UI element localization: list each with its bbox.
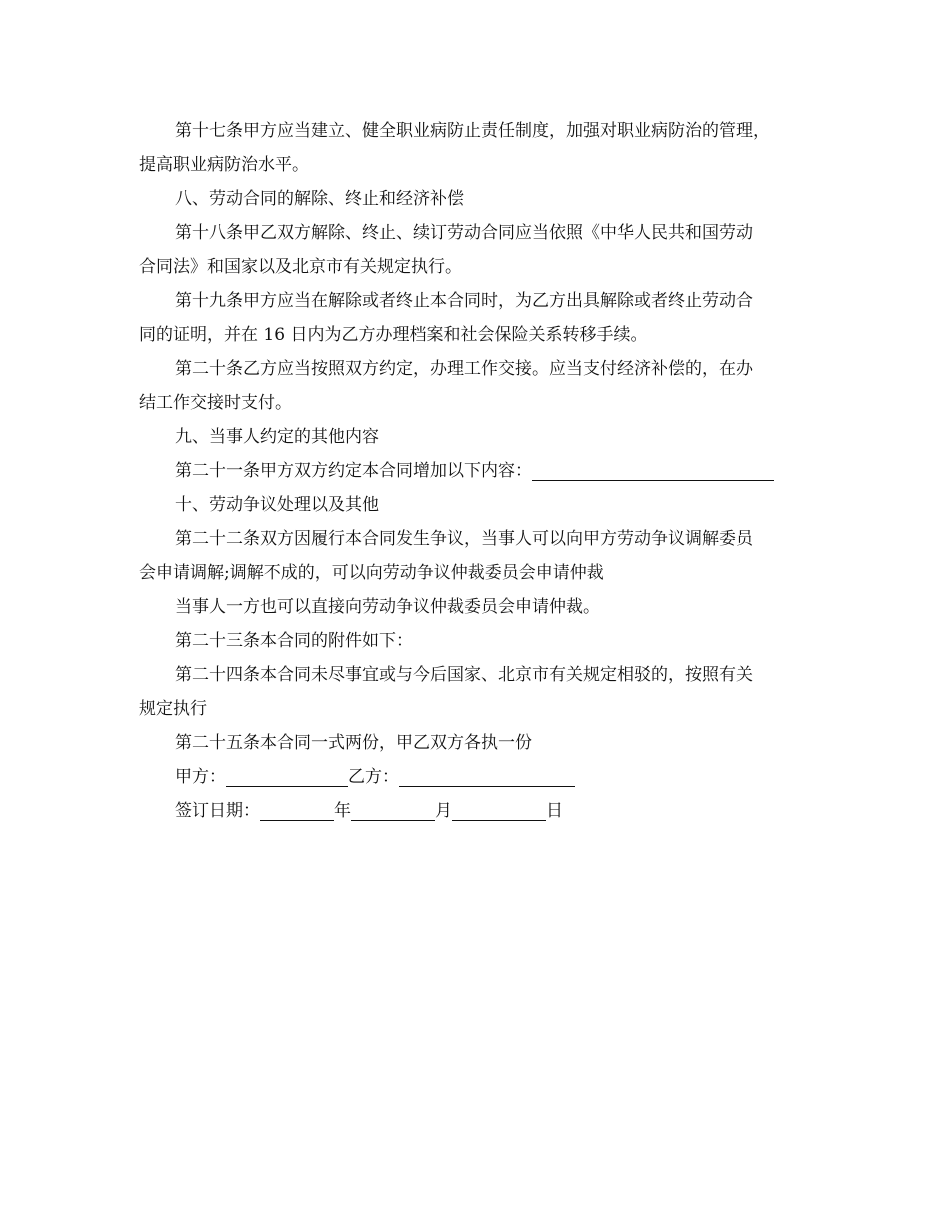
year-blank[interactable] [260, 800, 334, 821]
party-b-label: 乙方： [348, 767, 399, 787]
day-label: 日 [546, 801, 563, 821]
article-19-line-2: 同的证明，并在 16 日内为乙方办理档案和社会保险关系转移手续。 [139, 325, 648, 345]
day-blank[interactable] [452, 800, 546, 821]
party-a-label: 甲方： [175, 767, 226, 787]
article-17-line-1: 第十七条甲方应当建立、健全职业病防止责任制度，加强对职业病防治的管理， [175, 121, 770, 141]
section-10-heading: 十、劳动争议处理以及其他 [175, 495, 379, 515]
signature-parties-line [139, 760, 829, 794]
article-21-text: 第二十一条甲方双方约定本合同增加以下内容： [175, 461, 532, 481]
article-25-line: 第二十五条本合同一式两份，甲乙双方各执一份 [175, 733, 532, 753]
contract-page [139, 114, 829, 828]
party-a-blank[interactable] [226, 766, 348, 787]
article-24-line-1: 第二十四条本合同未尽事宜或与今后国家、北京市有关规定相驳的，按照有关 [175, 665, 753, 685]
article-19-line-1: 第十九条甲方应当在解除或者终止本合同时，为乙方出具解除或者终止劳动合 [175, 291, 753, 311]
article-17-line-2: 提高职业病防治水平。 [139, 155, 309, 175]
sign-date-line [139, 794, 829, 828]
sign-date-label: 签订日期： [175, 801, 260, 821]
article-20-line-1: 第二十条乙方应当按照双方约定，办理工作交接。应当支付经济补偿的，在办 [175, 359, 753, 379]
article-20-line-2: 结工作交接时支付。 [139, 393, 292, 413]
year-label: 年 [334, 801, 351, 821]
party-b-blank[interactable] [399, 766, 575, 787]
article-18-line-1: 第十八条甲乙双方解除、终止、续订劳动合同应当依照《中华人民共和国劳动 [175, 223, 753, 243]
article-22-line-3: 当事人一方也可以直接向劳动争议仲裁委员会申请仲裁。 [175, 597, 600, 617]
month-blank[interactable] [351, 800, 435, 821]
section-9-heading: 九、当事人约定的其他内容 [175, 427, 379, 447]
month-label: 月 [435, 801, 452, 821]
article-22-line-2: 会申请调解;调解不成的，可以向劳动争议仲裁委员会申请仲裁 [139, 563, 604, 583]
article-21-line [139, 454, 829, 488]
additional-content-blank[interactable] [532, 460, 774, 481]
section-8-heading: 八、劳动合同的解除、终止和经济补偿 [175, 189, 464, 209]
article-24-line-2: 规定执行 [139, 699, 207, 719]
article-23-line: 第二十三条本合同的附件如下： [175, 631, 413, 651]
article-18-line-2: 合同法》和国家以及北京市有关规定执行。 [139, 257, 462, 277]
article-22-line-1: 第二十二条双方因履行本合同发生争议，当事人可以向甲方劳动争议调解委员 [175, 529, 753, 549]
